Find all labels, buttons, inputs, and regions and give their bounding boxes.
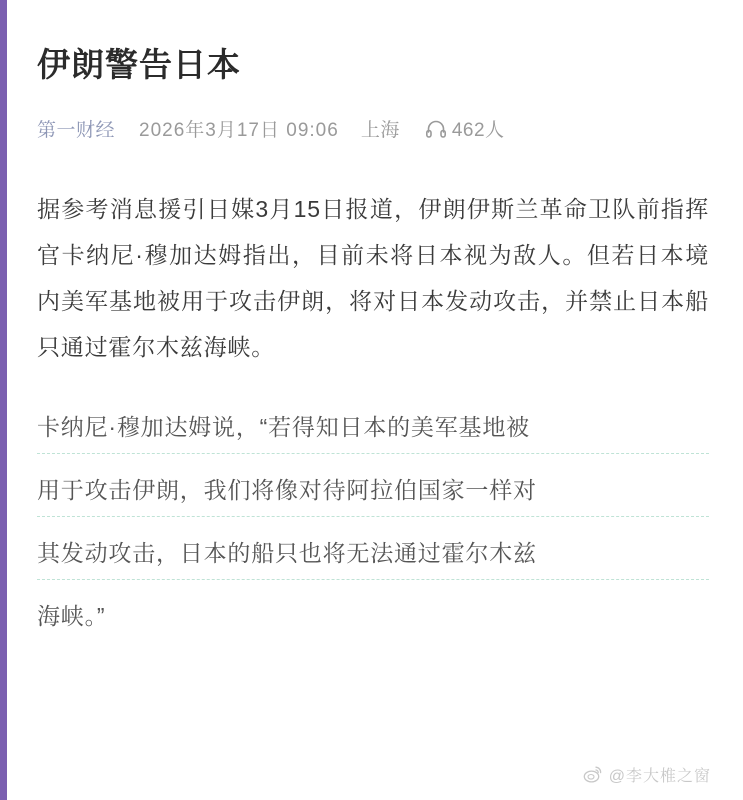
listen-count-label: 462人 bbox=[451, 119, 505, 141]
accent-side-bar bbox=[0, 0, 7, 800]
listen-count-group[interactable] bbox=[426, 115, 505, 142]
article-meta bbox=[37, 115, 709, 142]
headphone-icon bbox=[426, 120, 446, 138]
meta-date: 2026年3月17日 09:06 bbox=[139, 119, 339, 141]
quote-line: 其发动攻击，日本的船只也将无法通过霍尔木兹 bbox=[37, 530, 709, 580]
article-page bbox=[7, 0, 743, 800]
quote-line: 用于攻击伊朗，我们将像对待阿拉伯国家一样对 bbox=[37, 467, 709, 517]
article-content bbox=[7, 0, 743, 642]
watermark-text: @李大椎之窗 bbox=[608, 768, 711, 785]
paragraph-1: 据参考消息援引日媒3月15日报道，伊朗伊斯兰革命卫队前指挥官卡纳尼·穆加达姆指出，目前未将日本视为敌人。但若日本境内美军基地被用于攻击伊朗，将对日本发动攻击，并禁止日本船只通过霍尔木兹海峡。 bbox=[37, 195, 709, 360]
quote-line: 海峡。” bbox=[37, 602, 106, 629]
page-title: 伊朗警告日本 bbox=[37, 46, 241, 83]
weibo-icon bbox=[583, 765, 602, 784]
article-body bbox=[37, 186, 709, 642]
meta-city: 上海 bbox=[360, 119, 400, 141]
watermark bbox=[583, 763, 711, 786]
quote-line: 卡纳尼·穆加达姆说，“若得知日本的美军基地被 bbox=[37, 404, 709, 454]
paragraph-2-quote bbox=[37, 404, 709, 642]
meta-source[interactable]: 第一财经 bbox=[37, 119, 116, 141]
